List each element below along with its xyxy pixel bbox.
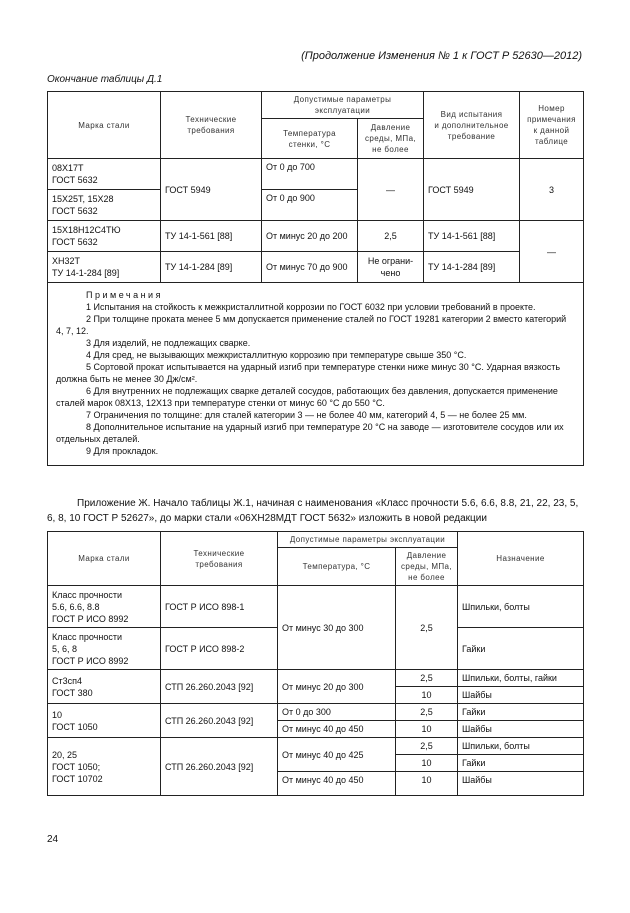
- cell-test: ТУ 14-1-561 [88]: [424, 221, 520, 252]
- cell-temp: От минус 20 до 200: [262, 221, 358, 252]
- cell-test: ГОСТ 5949: [424, 159, 520, 221]
- cell-grade: 08Х17Т ГОСТ 5632: [48, 159, 161, 190]
- cell-purpose: Шпильки, болты, гайки: [458, 670, 584, 687]
- table-row: [48, 159, 584, 190]
- cell-tech: СТП 26.260.2043 [92]: [161, 704, 278, 738]
- cell-tech: ТУ 14-1-284 [89]: [161, 252, 262, 283]
- header-tech-req: Технические требования: [161, 92, 262, 159]
- table-row: [48, 252, 584, 283]
- cell-purpose: Шайбы: [458, 721, 584, 738]
- table-row: [48, 221, 584, 252]
- running-header: (Продолжение Изменения № 1 к ГОСТ Р 52630—2012): [301, 50, 582, 62]
- notes-title: Примечания: [86, 290, 163, 300]
- cell-pressure: 2,5: [396, 738, 458, 755]
- header-temp: Температура стенки, °С: [262, 119, 358, 159]
- cell-pressure: 2,5: [396, 670, 458, 687]
- cell-purpose: Шайбы: [458, 772, 584, 796]
- header-params: Допустимые параметры эксплуатации: [262, 92, 424, 119]
- cell-temp: От 0 до 700: [262, 159, 358, 190]
- header-tech-req: Технические требования: [161, 532, 278, 586]
- cell-grade: 10 ГОСТ 1050: [48, 704, 161, 738]
- cell-temp: От минус 30 до 300: [278, 586, 396, 670]
- cell-note: 3: [520, 159, 584, 221]
- header-pressure: Давление среды, МПа, не более: [396, 548, 458, 586]
- cell-tech: СТП 26.260.2043 [92]: [161, 738, 278, 796]
- cell-purpose: Гайки: [458, 704, 584, 721]
- cell-purpose: Гайки: [458, 628, 584, 670]
- cell-purpose: Гайки: [458, 755, 584, 772]
- note-7: 7 Ограничения по толщине: для сталей категории 3 — не более 40 мм, категорий 4, 5 — не более 25 мм.: [86, 410, 527, 420]
- cell-tech: ТУ 14-1-561 [88]: [161, 221, 262, 252]
- note-3: 3 Для изделий, не подлежащих сварке.: [86, 338, 251, 348]
- note-8: 8 Дополнительное испытание на ударный изгиб при температуре 20 °С на заводе — изготовителе сосудов или их отдельных деталей.: [56, 422, 564, 444]
- cell-tech: ГОСТ Р ИСО 898-2: [161, 628, 278, 670]
- cell-tech: ГОСТ 5949: [161, 159, 262, 221]
- cell-tech: СТП 26.260.2043 [92]: [161, 670, 278, 704]
- cell-grade: ХН32Т ТУ 14-1-284 [89]: [48, 252, 161, 283]
- note-9: 9 Для прокладок.: [86, 446, 159, 456]
- header-params: Допустимые параметры эксплуатации: [278, 532, 458, 548]
- cell-pressure: 10: [396, 687, 458, 704]
- header-temp: Температура, °С: [278, 548, 396, 586]
- cell-grade: 15Х18Н12С4ТЮ ГОСТ 5632: [48, 221, 161, 252]
- table-d1: [47, 91, 584, 466]
- header-note-no: Номер примечания к данной таблице: [520, 92, 584, 159]
- cell-temp: От минус 40 до 450: [278, 721, 396, 738]
- table-row: [48, 670, 584, 687]
- notes-block: [48, 283, 584, 466]
- cell-tech: ГОСТ Р ИСО 898-1: [161, 586, 278, 628]
- cell-grade: Класс прочности 5.6, 6.6, 8.8 ГОСТ Р ИСО 8992: [48, 586, 161, 628]
- cell-grade: 15Х25Т, 15Х28 ГОСТ 5632: [48, 190, 161, 221]
- cell-pressure: 10: [396, 721, 458, 738]
- cell-temp: От 0 до 300: [278, 704, 396, 721]
- cell-pressure: 2,5: [396, 704, 458, 721]
- header-steel-grade: Марка стали: [48, 92, 161, 159]
- header-steel-grade: Марка стали: [48, 532, 161, 586]
- cell-temp: От 0 до 900: [262, 190, 358, 221]
- cell-pressure: —: [358, 159, 424, 221]
- header-pressure: Давление среды, МПа, не более: [358, 119, 424, 159]
- table-row: [48, 738, 584, 755]
- note-1: 1 Испытания на стойкость к межкристаллитной коррозии по ГОСТ 6032 при условии требований в проекте.: [86, 302, 536, 312]
- cell-grade: Ст3сп4 ГОСТ 380: [48, 670, 161, 704]
- cell-temp: От минус 20 до 300: [278, 670, 396, 704]
- notes-row: [48, 283, 584, 466]
- cell-pressure: 10: [396, 772, 458, 796]
- note-5: 5 Сортовой прокат испытывается на ударный изгиб при температуре стенки ниже минус 30 °С. Ударная вязкость должна быть не менее 30 Дж/см².: [56, 362, 561, 384]
- cell-pressure: 10: [396, 755, 458, 772]
- table-caption: Окончание таблицы Д.1: [47, 74, 163, 85]
- cell-pressure: 2,5: [396, 586, 458, 670]
- cell-grade: 20, 25 ГОСТ 1050; ГОСТ 10702: [48, 738, 161, 796]
- cell-purpose: Шпильки, болты: [458, 586, 584, 628]
- cell-purpose: Шайбы: [458, 687, 584, 704]
- page-number: 24: [47, 834, 59, 845]
- cell-pressure: Не ограни- чено: [358, 252, 424, 283]
- header-purpose: Назначение: [458, 532, 584, 586]
- table-row: [48, 586, 584, 628]
- header-test-type: Вид испытания и дополнительное требование: [424, 92, 520, 159]
- cell-temp: От минус 70 до 900: [262, 252, 358, 283]
- note-2: 2 При толщине проката менее 5 мм допускается применение сталей по ГОСТ 19281 категории 2 вместо категорий 4, 7, 12.: [56, 314, 567, 336]
- table-zh1: [47, 531, 584, 796]
- cell-grade: Класс прочности 5, 6, 8 ГОСТ Р ИСО 8992: [48, 628, 161, 670]
- cell-temp: От минус 40 до 450: [278, 772, 396, 796]
- cell-test: ТУ 14-1-284 [89]: [424, 252, 520, 283]
- cell-temp: От минус 40 до 425: [278, 738, 396, 772]
- cell-note: —: [520, 221, 584, 283]
- amendment-paragraph: Приложение Ж. Начало таблицы Ж.1, начиная с наименования «Класс прочности 5.6, 6.6, 8.8, 21, 22, 23, 5, 6, 8, 10 ГОСТ Р 52627», до марки стали «06ХН28МДТ ГОСТ 5632» изложить в новой редакции: [47, 498, 579, 524]
- cell-purpose: Шпильки, болты: [458, 738, 584, 755]
- cell-pressure: 2,5: [358, 221, 424, 252]
- note-6: 6 Для внутренних не подлежащих сварке деталей сосудов, работающих без давления, допускается применение сталей марок 08Х13, 12Х13 при температуре стенки от минус 60 °С до 550 °С.: [56, 386, 558, 408]
- note-4: 4 Для сред, не вызывающих межкристаллитную коррозию при температуре свыше 350 °С.: [86, 350, 467, 360]
- table-row: [48, 704, 584, 721]
